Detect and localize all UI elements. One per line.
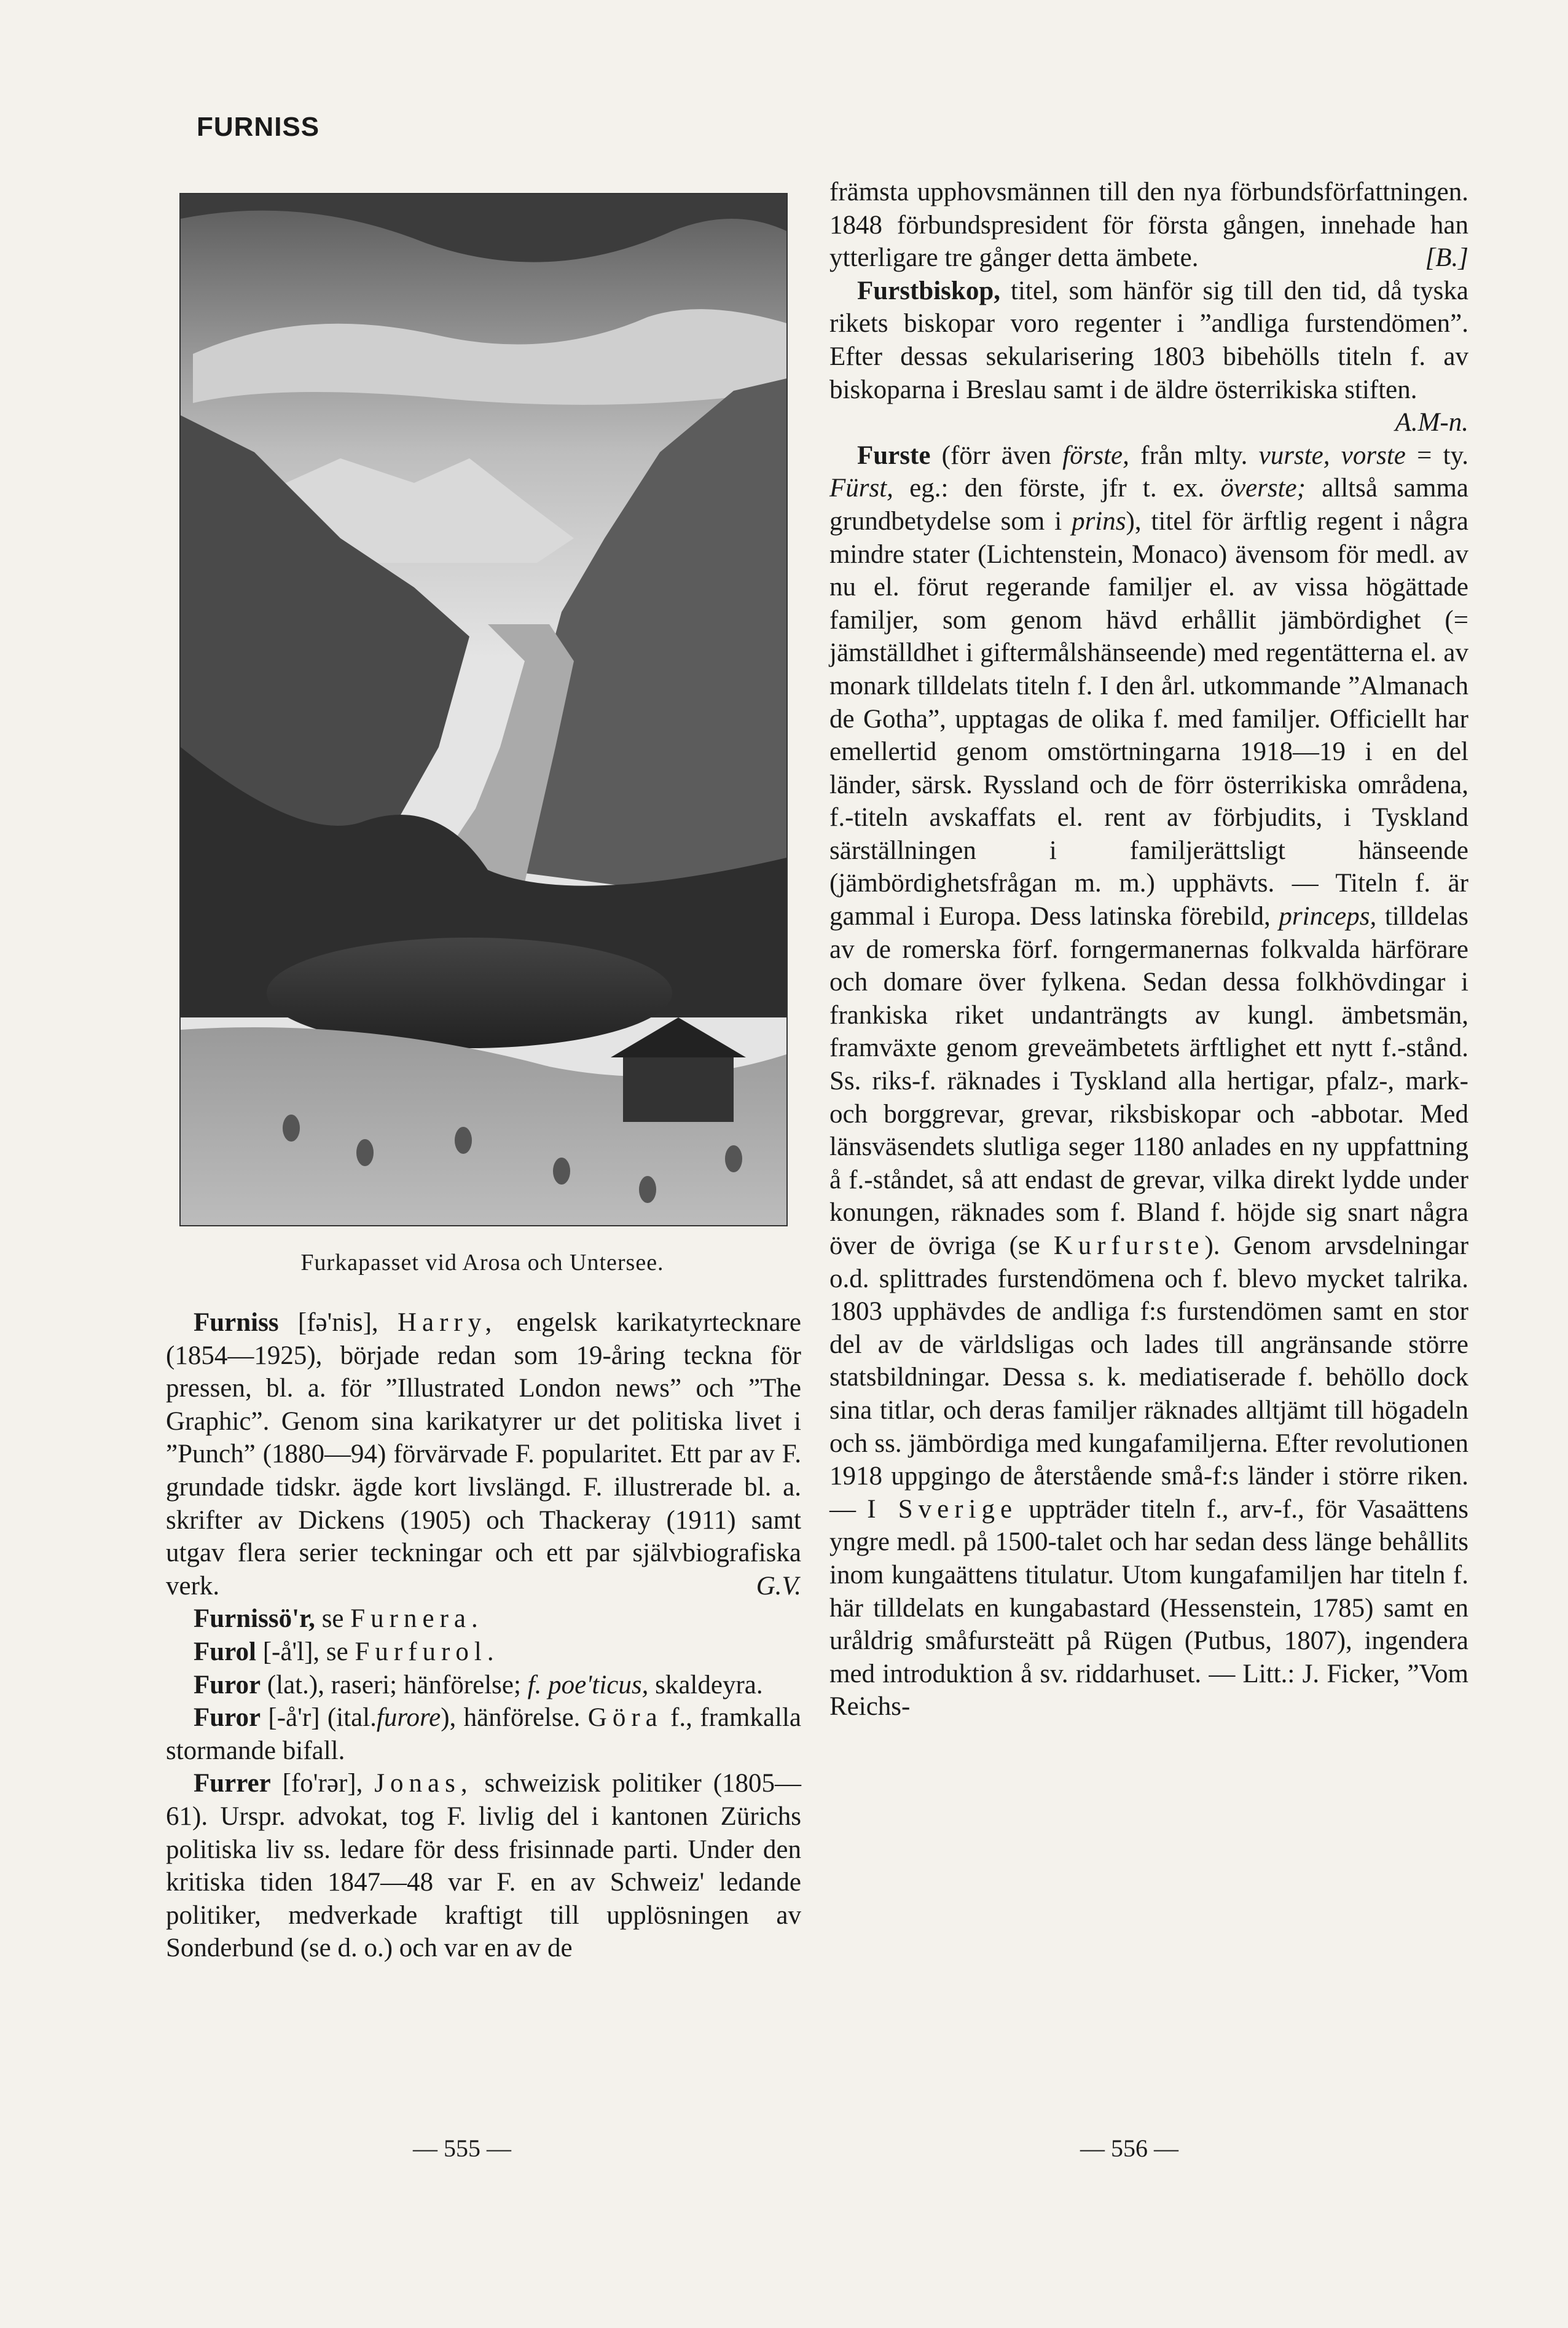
entry-furniss: Furniss [fə'nis], Harry, engelsk karikatyrtecknare (1854—1925), började redan som 19-åring teckna för pressen, bl. a. för ”Illustrated London news” och ”The Graphic”. Genom sina karikatyrer ur det politiska livet i ”Punch” (1880—94) förvärvade F. popularitet. Ett par av F. grundade tidskr. ägde kort livslängd. F. illustrerade bl. a. skrifter av Dickens (1905) och Thackeray (1911) samt utgav flera serier teckningar och ett par självbiografiska verk. G.V. bbox=[166, 1306, 801, 1602]
mountain-lake-photo bbox=[179, 193, 788, 1226]
cross-reference: Kurfurste bbox=[1053, 1231, 1205, 1260]
cross-reference: Furnera. bbox=[350, 1604, 484, 1634]
page-number-right: — 556 — bbox=[1080, 2134, 1178, 2162]
entry-furrer: Furrer [fo'rər], Jonas, schweizisk politiker (1805—61). Urspr. advokat, tog F. livlig del i kantonen Zürichs politiska liv ss. ledare för dess frisinnade parti. Under den kritiska tiden 1847—48 var F. en av Schweiz' ledande politiker, medverkade kraftigt till upplösningen av Sonderbund (se d. o.) och var en av de bbox=[166, 1769, 802, 1963]
headword: Furniss bbox=[194, 1308, 279, 1337]
running-head: FURNISS bbox=[197, 112, 320, 142]
page-number-left: — 555 — bbox=[413, 2134, 511, 2162]
left-column bbox=[166, 1306, 801, 1965]
cross-reference: Göra bbox=[587, 1703, 663, 1733]
entry-furstbiskop: Furstbiskop, titel, som hänför sig till den tid, då tyska rikets biskopar voro regenter i ”andliga furstendömen”. Efter dessas sekularisering 1803 bibehölls titeln f. av biskoparna i Breslau samt i de äldre österrikiska stiften. bbox=[829, 276, 1469, 404]
cross-reference: Furfurol. bbox=[355, 1637, 500, 1666]
entry-furol: Furol [-å'l], se Furfurol. bbox=[194, 1637, 500, 1666]
signature: G.V. bbox=[756, 1571, 801, 1601]
entry-furste: Furste (förr även förste, från mlty. vurste, vorste = ty. Fürst, eg.: den förste, jfr t. ex. överste; alltså samma grundbetydelse som i prins), titel för ärftlig regent i några mindre stater (Lichtenstein, Monaco) ävensom för medl. av nu el. förut regerande familjer el. av vissa högättade familjer, som genom hävd erhållit jämbördighet (= jämställdhet i giftermålshänseende) med regentätterna el. av monark tilldelats titeln f. I den årl. utkommande ”Almanach de Gotha”, upptagas de olika f. med familjer. Officiellt har emellertid genom omstörtningarna 1918—19 i en del länder, särsk. Ryssland och de förr österrikiska områdena, f.-titeln avskaffats el. rent av förbjudits, i Tyskland särställningen i familjerättsligt hänseende (jämbördighetsfrågan m. m.) upphävts. — Titeln f. är gammal i Europa. Dess latinska förebild, princeps, tilldelas av de romerska förf. forngermanernas folkvalda härförare och domare över fylkena. Sedan dessa folkhövdingar i frankiska riket undanträngts av kungl. ämbetsmän, framväxte genom greveämbetets ärftlighet ett nytt f.-stånd. Ss. riks-f. räknades i Tyskland alla hertigar, pfalz-, mark- och borggrevar, grevar, riksbiskopar och -abbotar. Med länsväsendets slutliga seger 1180 anlades en ny uppfattning å f.-ståndet, så att endast de grevar, vilka direkt lydde under konungen, räknades som f. Bland f. höjde sig snart några över de övriga (se Kurfurste). Genom arvsdelningar o.d. splittrades furstendömena och f. blevo mycket talrika. 1803 upphävdes de andliga f:s furstendömen samt en stor del av de världsligas och lades till angränsande större statsbildningar. Dessa s. k. mediatiserade f. behöllo dock sina titlar, och deras familjer räknades alltjämt till högadeln och ss. jämbördiga med kungafamiljerna. Efter revolutionen 1918 uppgingo de återstående små-f:s länder i större riken. — I Sverige uppträder titeln f., arv-f., för Vasaättens yngre medl. på 1500-talet och har sedan dess länge behållits inom kungaättens titulatur. Utom kungafamiljen har titeln f. här tilldelats en kungabastard (Hessenstein, 1785) samt en uråldrig småfursteätt på Rügen (Putbus, 1807), ingendera med introduktion å sv. riddarhuset. — Litt.: J. Ficker, ”Vom Reichs- bbox=[829, 441, 1469, 1722]
cross-reference: I Sverige bbox=[867, 1494, 1018, 1524]
continued-text: främsta upphovsmännen till den nya förbundsförfattningen. 1848 förbundspresident för första gången, innehade han ytterligare tre gånger detta ämbete. [B.] bbox=[829, 176, 1468, 275]
landscape-illustration bbox=[181, 194, 786, 1225]
entry-furor-lat: Furor (lat.), raseri; hänförelse; f. poe'ticus, skaldeyra. bbox=[194, 1670, 763, 1699]
chalet bbox=[623, 1054, 734, 1122]
entry-furnissor: Furnissö'r, se Furnera. bbox=[194, 1604, 484, 1634]
entry-furor-ital: Furor [-å'r] (ital.furore), hänförelse. Göra f., framkalla stormande bifall. bbox=[166, 1703, 801, 1765]
signature: [B.] bbox=[1425, 243, 1468, 273]
figure-caption: Furkapasset vid Arosa och Untersee. bbox=[300, 1250, 664, 1276]
right-column bbox=[829, 176, 1468, 1723]
signature: A.M-n. bbox=[1395, 408, 1468, 437]
